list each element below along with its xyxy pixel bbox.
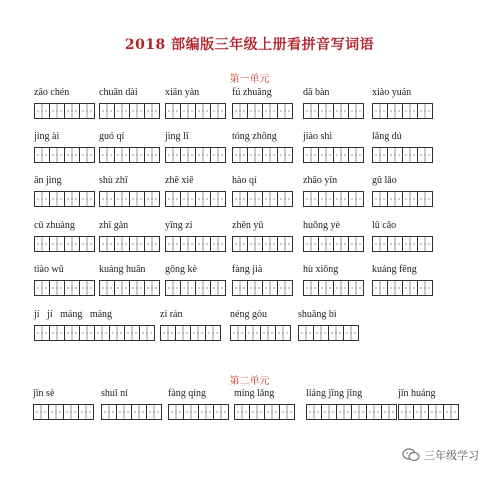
- writing-box[interactable]: [144, 191, 160, 207]
- writing-box[interactable]: [131, 404, 147, 420]
- pinyin-label: chuān dài: [99, 87, 138, 98]
- pinyin-label: tóng zhōng: [232, 131, 277, 142]
- writing-box[interactable]: [34, 280, 50, 296]
- writing-box[interactable]: [277, 191, 293, 207]
- writing-box[interactable]: [417, 147, 433, 163]
- writing-box[interactable]: [33, 404, 49, 420]
- writing-box[interactable]: [49, 280, 65, 296]
- writing-boxes: [165, 191, 225, 207]
- writing-box[interactable]: [99, 147, 115, 163]
- writing-box[interactable]: [79, 280, 95, 296]
- unit-heading: 第一单元: [229, 74, 270, 85]
- writing-box[interactable]: [275, 325, 291, 341]
- writing-box[interactable]: [333, 280, 349, 296]
- writing-box[interactable]: [402, 103, 418, 119]
- writing-box[interactable]: [372, 103, 388, 119]
- writing-boxes: [298, 325, 358, 341]
- writing-box[interactable]: [49, 191, 65, 207]
- writing-box[interactable]: [234, 404, 250, 420]
- writing-box[interactable]: [348, 236, 364, 252]
- writing-box[interactable]: [306, 404, 322, 420]
- pinyin-label: yīng zi: [165, 220, 193, 231]
- writing-box[interactable]: [333, 191, 349, 207]
- writing-boxes: [230, 325, 290, 341]
- writing-box[interactable]: [99, 103, 115, 119]
- writing-box[interactable]: [49, 147, 65, 163]
- writing-box[interactable]: [387, 103, 403, 119]
- pinyin-label: xiān yàn: [165, 87, 200, 98]
- writing-boxes: [165, 280, 225, 296]
- writing-box[interactable]: [402, 236, 418, 252]
- writing-boxes: [34, 103, 94, 119]
- writing-box[interactable]: [247, 103, 263, 119]
- writing-box[interactable]: [64, 103, 80, 119]
- writing-box[interactable]: [195, 147, 211, 163]
- writing-box[interactable]: [195, 191, 211, 207]
- pinyin-label: zhī gàn: [99, 220, 129, 231]
- writing-box[interactable]: [333, 236, 349, 252]
- writing-box[interactable]: [366, 404, 382, 420]
- pinyin-label: lǔ cǎo: [372, 220, 397, 231]
- writing-box[interactable]: [249, 404, 265, 420]
- writing-box[interactable]: [232, 236, 248, 252]
- writing-boxes: [232, 236, 292, 252]
- writing-box[interactable]: [387, 280, 403, 296]
- writing-box[interactable]: [443, 404, 459, 420]
- writing-box[interactable]: [247, 236, 263, 252]
- writing-boxes: [232, 103, 292, 119]
- writing-box[interactable]: [139, 325, 155, 341]
- writing-box[interactable]: [398, 404, 414, 420]
- writing-box[interactable]: [210, 280, 226, 296]
- writing-box[interactable]: [303, 236, 319, 252]
- writing-box[interactable]: [195, 280, 211, 296]
- writing-box[interactable]: [64, 236, 80, 252]
- pinyin-label: jīn huáng: [398, 388, 436, 399]
- writing-boxes: [165, 103, 225, 119]
- pinyin-label: míng lǎng: [234, 388, 275, 399]
- writing-box[interactable]: [402, 147, 418, 163]
- writing-box[interactable]: [129, 191, 145, 207]
- writing-box[interactable]: [247, 280, 263, 296]
- writing-boxes: [34, 280, 94, 296]
- writing-box[interactable]: [417, 280, 433, 296]
- writing-box[interactable]: [387, 191, 403, 207]
- writing-box[interactable]: [402, 280, 418, 296]
- writing-boxes: [99, 103, 159, 119]
- writing-box[interactable]: [180, 147, 196, 163]
- writing-boxes: [232, 280, 292, 296]
- writing-boxes: [99, 236, 159, 252]
- writing-box[interactable]: [94, 325, 110, 341]
- pinyin-label: kuáng huān: [99, 264, 146, 275]
- writing-box[interactable]: [262, 280, 278, 296]
- writing-box[interactable]: [109, 325, 125, 341]
- writing-box[interactable]: [232, 147, 248, 163]
- writing-boxes: [234, 404, 294, 420]
- writing-box[interactable]: [34, 191, 50, 207]
- pinyin-label: shuāng bì: [298, 309, 337, 320]
- writing-box[interactable]: [348, 280, 364, 296]
- writing-box[interactable]: [213, 404, 229, 420]
- writing-boxes: [372, 191, 432, 207]
- pinyin-label: huǒng yè: [303, 220, 340, 231]
- writing-box[interactable]: [64, 191, 80, 207]
- writing-box[interactable]: [180, 236, 196, 252]
- writing-box[interactable]: [313, 325, 329, 341]
- writing-box[interactable]: [144, 147, 160, 163]
- pinyin-label: xiào yuán: [372, 87, 412, 98]
- writing-box[interactable]: [144, 103, 160, 119]
- writing-box[interactable]: [372, 147, 388, 163]
- writing-box[interactable]: [165, 147, 181, 163]
- writing-boxes: [34, 191, 94, 207]
- writing-box[interactable]: [78, 404, 94, 420]
- writing-boxes: [232, 191, 292, 207]
- writing-box[interactable]: [168, 404, 184, 420]
- writing-box[interactable]: [318, 191, 334, 207]
- word-row: [0, 388, 499, 434]
- wechat-icon: [402, 448, 420, 462]
- writing-box[interactable]: [232, 103, 248, 119]
- writing-box[interactable]: [180, 191, 196, 207]
- writing-box[interactable]: [64, 147, 80, 163]
- writing-box[interactable]: [372, 280, 388, 296]
- writing-boxes: [303, 236, 363, 252]
- writing-box[interactable]: [262, 236, 278, 252]
- writing-box[interactable]: [210, 147, 226, 163]
- unit-heading: 第二单元: [229, 376, 270, 387]
- writing-box[interactable]: [165, 280, 181, 296]
- pinyin-label: zhāo yǐn: [303, 175, 338, 186]
- writing-box[interactable]: [417, 191, 433, 207]
- writing-box[interactable]: [99, 236, 115, 252]
- writing-box[interactable]: [428, 404, 444, 420]
- writing-box[interactable]: [129, 280, 145, 296]
- writing-box[interactable]: [372, 236, 388, 252]
- pinyin-label: jìng lǐ: [165, 131, 189, 142]
- writing-box[interactable]: [417, 236, 433, 252]
- writing-box[interactable]: [195, 103, 211, 119]
- writing-box[interactable]: [318, 280, 334, 296]
- writing-box[interactable]: [129, 103, 145, 119]
- writing-box[interactable]: [48, 404, 64, 420]
- writing-boxes: [372, 280, 432, 296]
- writing-box[interactable]: [79, 103, 95, 119]
- writing-box[interactable]: [298, 325, 314, 341]
- writing-boxes: [303, 191, 363, 207]
- writing-box[interactable]: [303, 103, 319, 119]
- pinyin-label: fú zhuāng: [232, 87, 272, 98]
- writing-box[interactable]: [195, 236, 211, 252]
- writing-boxes: [99, 191, 159, 207]
- writing-box[interactable]: [180, 280, 196, 296]
- pinyin-label: fàng qíng: [168, 388, 207, 399]
- writing-box[interactable]: [333, 147, 349, 163]
- writing-box[interactable]: [381, 404, 397, 420]
- writing-box[interactable]: [210, 191, 226, 207]
- writing-box[interactable]: [160, 325, 176, 341]
- pinyin-label: dǎ bàn: [303, 87, 330, 98]
- pinyin-label: zāo chén: [34, 87, 70, 98]
- writing-box[interactable]: [387, 236, 403, 252]
- writing-box[interactable]: [114, 280, 130, 296]
- pinyin-label: hào qí: [232, 175, 257, 186]
- writing-box[interactable]: [247, 147, 263, 163]
- writing-boxes: [34, 147, 94, 163]
- pinyin-label: cū zhuàng: [34, 220, 75, 231]
- writing-box[interactable]: [116, 404, 132, 420]
- writing-box[interactable]: [114, 191, 130, 207]
- writing-box[interactable]: [144, 236, 160, 252]
- pinyin-label: zhēn yǔ: [232, 220, 264, 231]
- writing-box[interactable]: [387, 147, 403, 163]
- writing-box[interactable]: [321, 404, 337, 420]
- writing-box[interactable]: [277, 103, 293, 119]
- pinyin-label: jí jí máng máng: [34, 309, 113, 320]
- writing-box[interactable]: [348, 103, 364, 119]
- writing-box[interactable]: [99, 280, 115, 296]
- writing-box[interactable]: [262, 103, 278, 119]
- writing-box[interactable]: [79, 191, 95, 207]
- writing-box[interactable]: [277, 236, 293, 252]
- writing-box[interactable]: [303, 147, 319, 163]
- word-row: [0, 264, 499, 310]
- writing-box[interactable]: [264, 404, 280, 420]
- pinyin-label: néng gòu: [230, 309, 267, 320]
- pinyin-label: jīn sè: [33, 388, 55, 399]
- writing-box[interactable]: [417, 103, 433, 119]
- writing-box[interactable]: [279, 404, 295, 420]
- writing-boxes: [303, 280, 363, 296]
- pinyin-label: zhē xiē: [165, 175, 194, 186]
- writing-box[interactable]: [303, 280, 319, 296]
- writing-box[interactable]: [34, 103, 50, 119]
- word-row: [0, 220, 499, 266]
- writing-box[interactable]: [99, 191, 115, 207]
- pinyin-label: gǔ lǎo: [372, 175, 397, 186]
- writing-box[interactable]: [210, 103, 226, 119]
- writing-box[interactable]: [129, 236, 145, 252]
- page-title: 2018 部编版三年级上册看拼音写词语: [124, 37, 375, 53]
- pinyin-label: jiào shì: [303, 131, 333, 142]
- writing-box[interactable]: [245, 325, 261, 341]
- writing-box[interactable]: [146, 404, 162, 420]
- writing-box[interactable]: [165, 236, 181, 252]
- writing-boxes: [398, 404, 458, 420]
- writing-box[interactable]: [165, 191, 181, 207]
- word-row: [0, 131, 499, 177]
- writing-box[interactable]: [372, 191, 388, 207]
- watermark-text: 三年级学习: [424, 449, 479, 462]
- writing-box[interactable]: [318, 236, 334, 252]
- pinyin-label: lǎng dú: [372, 131, 402, 142]
- writing-box[interactable]: [303, 191, 319, 207]
- writing-box[interactable]: [277, 147, 293, 163]
- writing-box[interactable]: [79, 147, 95, 163]
- writing-boxes: [165, 147, 225, 163]
- writing-box[interactable]: [348, 191, 364, 207]
- writing-box[interactable]: [34, 147, 50, 163]
- writing-boxes: [99, 280, 159, 296]
- writing-boxes: [165, 236, 225, 252]
- writing-box[interactable]: [180, 103, 196, 119]
- writing-box[interactable]: [318, 147, 334, 163]
- writing-box[interactable]: [351, 404, 367, 420]
- writing-boxes: [306, 404, 396, 420]
- writing-boxes: [101, 404, 161, 420]
- writing-box[interactable]: [183, 404, 199, 420]
- writing-box[interactable]: [165, 103, 181, 119]
- pinyin-label: fàng jià: [232, 264, 263, 275]
- writing-boxes: [34, 236, 94, 252]
- writing-box[interactable]: [205, 325, 221, 341]
- writing-box[interactable]: [333, 103, 349, 119]
- writing-box[interactable]: [247, 191, 263, 207]
- pinyin-label: ān jìng: [34, 175, 62, 186]
- writing-box[interactable]: [114, 236, 130, 252]
- writing-box[interactable]: [402, 191, 418, 207]
- pinyin-label: shù zhī: [99, 175, 128, 186]
- writing-box[interactable]: [49, 103, 65, 119]
- writing-box[interactable]: [175, 325, 191, 341]
- writing-boxes: [168, 404, 228, 420]
- writing-box[interactable]: [34, 325, 50, 341]
- pinyin-label: kuáng fēng: [372, 264, 417, 275]
- pinyin-label: shuǐ ní: [101, 388, 128, 399]
- pinyin-label: liáng jīng jīng: [306, 388, 363, 399]
- writing-box[interactable]: [336, 404, 352, 420]
- writing-boxes: [99, 147, 159, 163]
- writing-box[interactable]: [124, 325, 140, 341]
- writing-box[interactable]: [129, 147, 145, 163]
- writing-boxes: [160, 325, 220, 341]
- writing-box[interactable]: [64, 325, 80, 341]
- writing-box[interactable]: [232, 280, 248, 296]
- word-row: [0, 175, 499, 221]
- writing-box[interactable]: [413, 404, 429, 420]
- writing-boxes: [34, 325, 154, 341]
- writing-box[interactable]: [343, 325, 359, 341]
- writing-box[interactable]: [190, 325, 206, 341]
- writing-box[interactable]: [79, 325, 95, 341]
- writing-box[interactable]: [232, 191, 248, 207]
- writing-boxes: [372, 147, 432, 163]
- writing-boxes: [372, 236, 432, 252]
- pinyin-label: hù xiōng: [303, 264, 339, 275]
- writing-box[interactable]: [198, 404, 214, 420]
- pinyin-label: tiào wǔ: [34, 264, 64, 275]
- writing-box[interactable]: [262, 147, 278, 163]
- writing-box[interactable]: [277, 280, 293, 296]
- writing-box[interactable]: [230, 325, 246, 341]
- pinyin-label: gōng kè: [165, 264, 197, 275]
- writing-boxes: [232, 147, 292, 163]
- writing-box[interactable]: [262, 191, 278, 207]
- writing-box[interactable]: [210, 236, 226, 252]
- writing-box[interactable]: [348, 147, 364, 163]
- writing-box[interactable]: [114, 147, 130, 163]
- pinyin-label: jìng ài: [34, 131, 60, 142]
- writing-box[interactable]: [318, 103, 334, 119]
- writing-box[interactable]: [49, 325, 65, 341]
- writing-box[interactable]: [114, 103, 130, 119]
- writing-boxes: [303, 103, 363, 119]
- pinyin-label: guó qí: [99, 131, 125, 142]
- writing-box[interactable]: [260, 325, 276, 341]
- writing-boxes: [372, 103, 432, 119]
- word-row: [0, 87, 499, 133]
- writing-box[interactable]: [79, 236, 95, 252]
- word-row: [0, 309, 499, 355]
- writing-box[interactable]: [64, 280, 80, 296]
- writing-box[interactable]: [63, 404, 79, 420]
- writing-box[interactable]: [101, 404, 117, 420]
- writing-box[interactable]: [34, 236, 50, 252]
- writing-box[interactable]: [49, 236, 65, 252]
- writing-box[interactable]: [328, 325, 344, 341]
- pinyin-label: zì rán: [160, 309, 183, 320]
- writing-box[interactable]: [144, 280, 160, 296]
- wechat-watermark: [402, 447, 479, 463]
- writing-boxes: [33, 404, 93, 420]
- writing-boxes: [303, 147, 363, 163]
